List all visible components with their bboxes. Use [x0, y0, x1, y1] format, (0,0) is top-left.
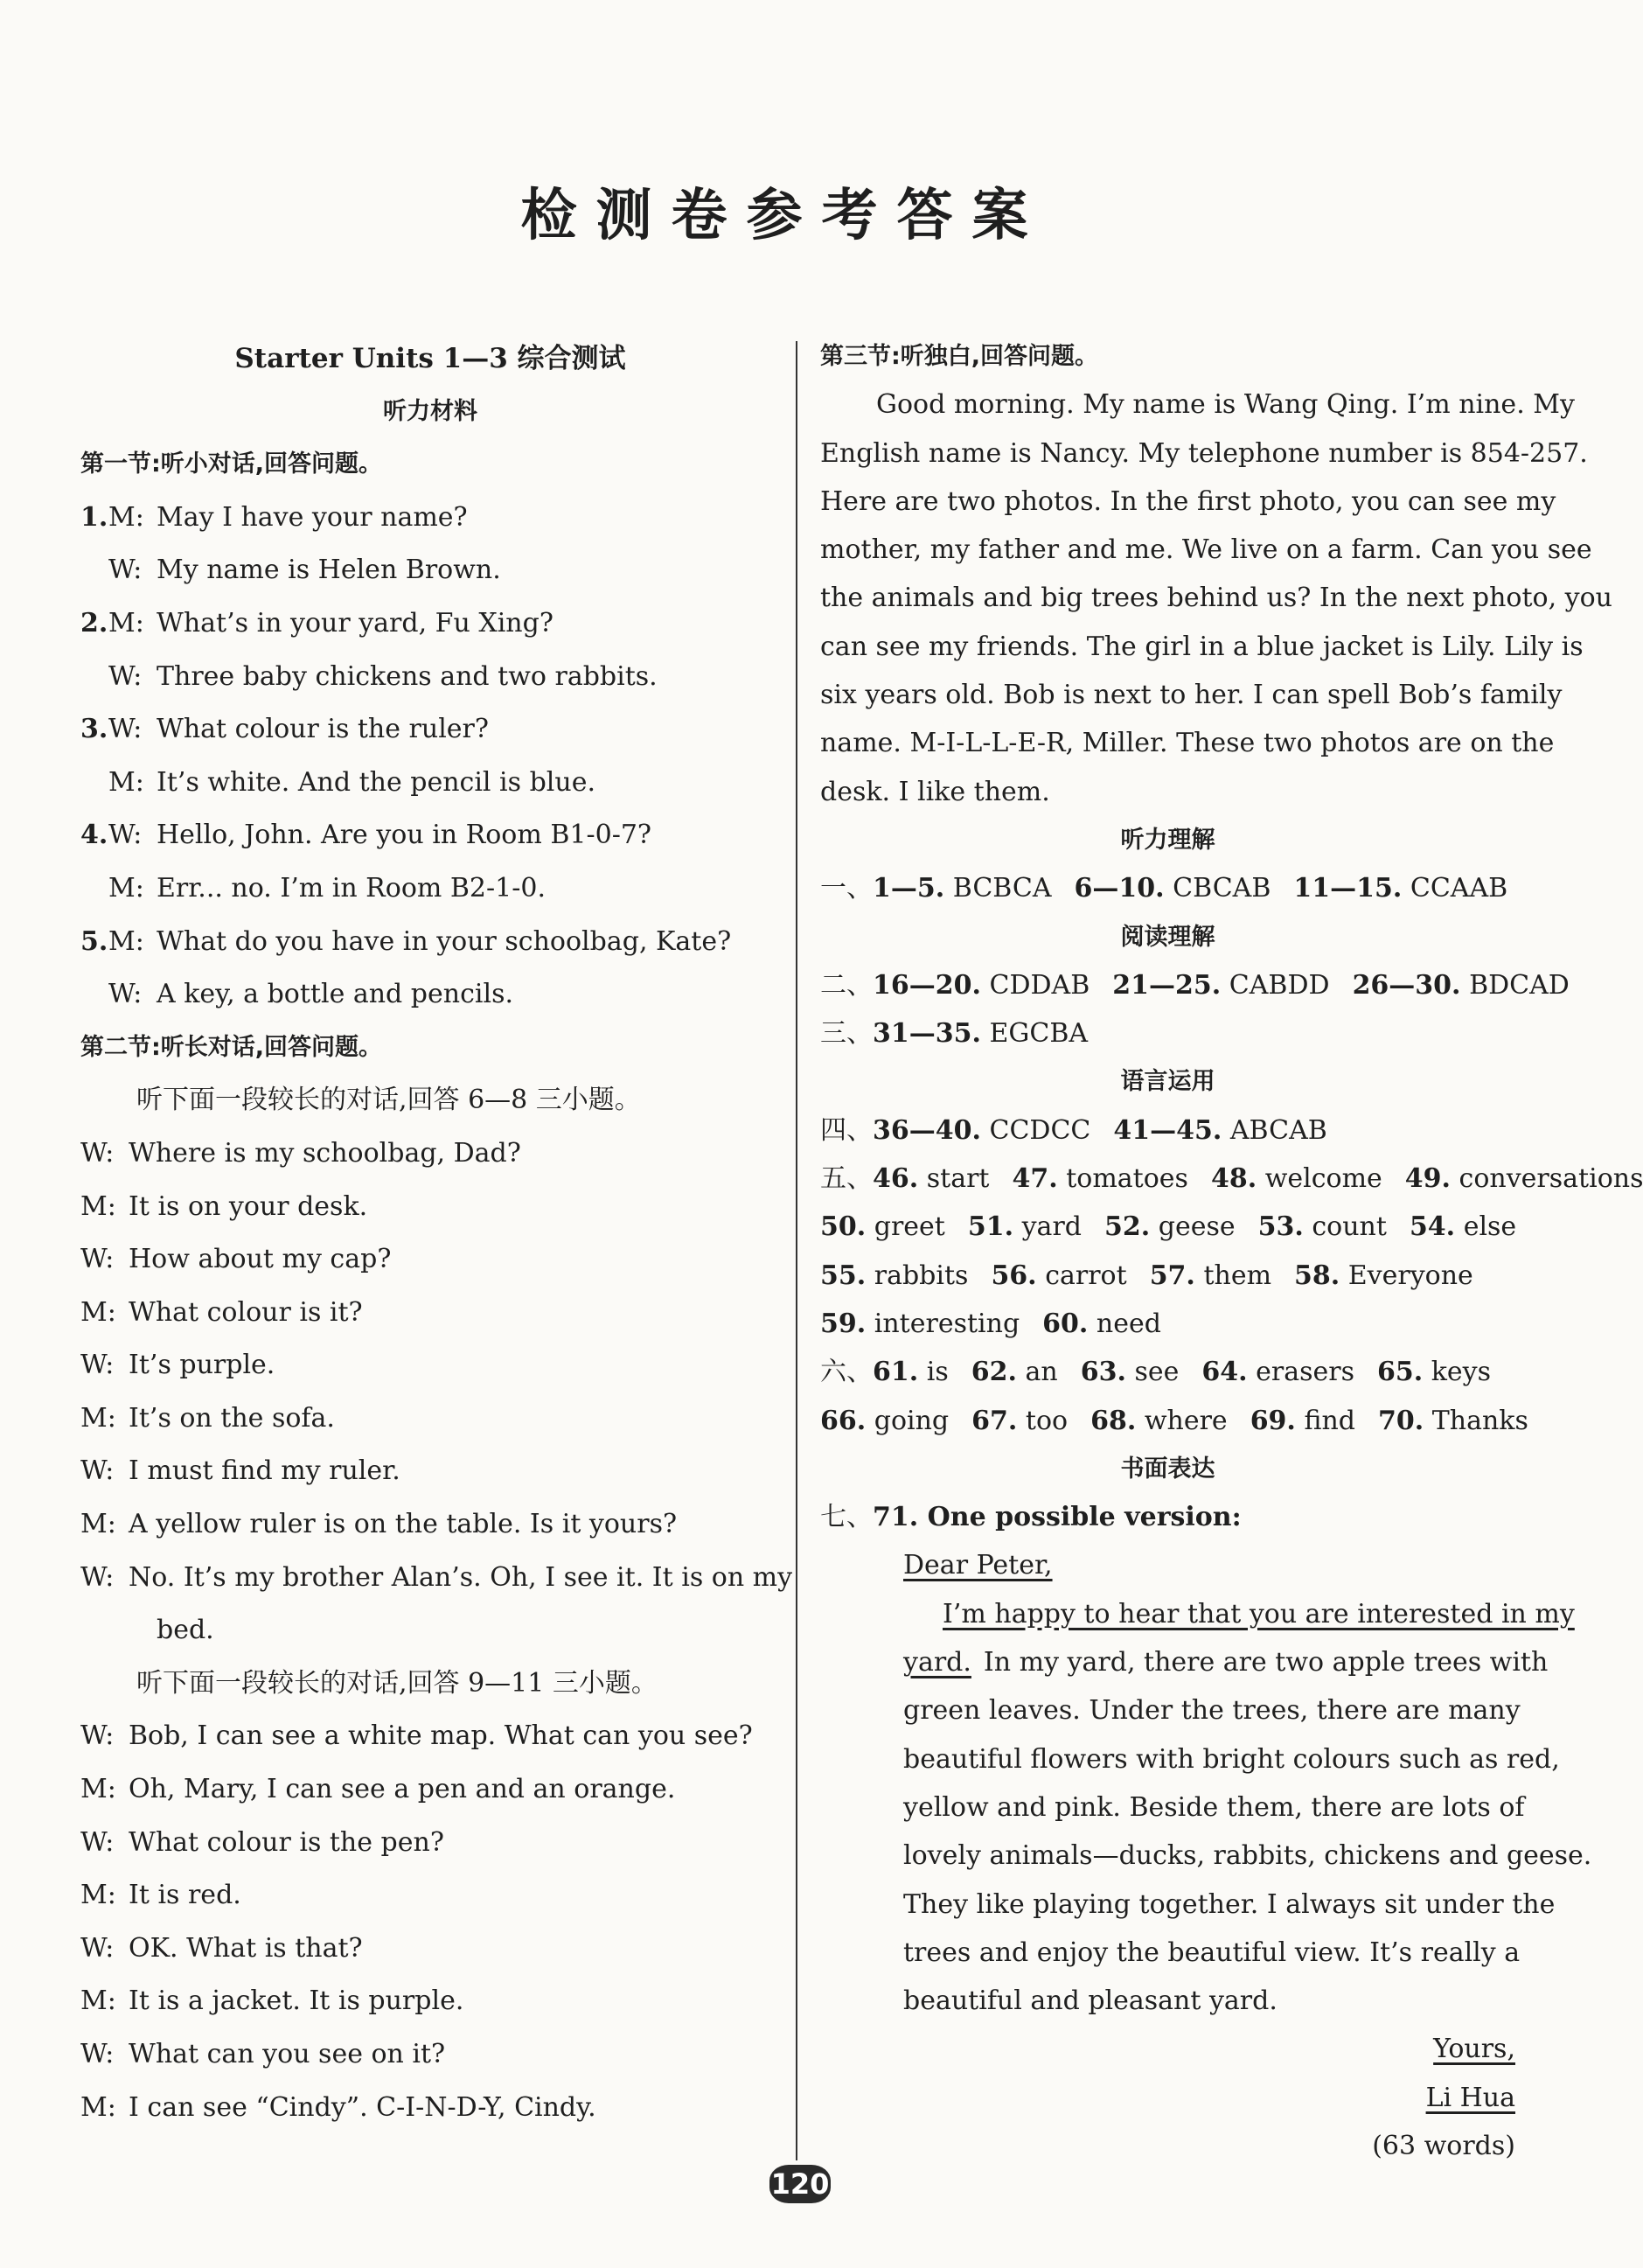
monologue-line: Here are two photos. In the first photo, you can see my [820, 485, 1556, 517]
dialogue-line: W: No. It’s my brother Alan’s. Oh, I see it. It is on my [80, 1561, 793, 1593]
monologue-line: can see my friends. The girl in a blue jacket is Lily. Lily is [820, 631, 1584, 662]
dialogue-line: W: What can you see on it? [80, 2039, 446, 2069]
monologue-line: six years old. Bob is next to her. I can spell Bob’s family [820, 680, 1563, 711]
dialogue-line: W: Three baby chickens and two rabbits. [108, 660, 658, 692]
section-title: Starter Units 1—3 综合测试 [234, 343, 626, 374]
answer-row: 一、1—5. BCBCA 6—10. CBCAB 11—15. CCAAB [820, 873, 1508, 904]
letter-line: beautiful flowers with bright colours such as red, [903, 1743, 1560, 1775]
monologue-line: English name is Nancy. My telephone number is 854-257. [820, 437, 1588, 469]
dialogue2-intro: 听下面一段较长的对话,回答 9—11 三小题。 [136, 1667, 658, 1699]
monologue-line: the animals and big trees behind us? In the next photo, you [820, 583, 1612, 614]
dialogue-line: M: It’s white. And the pencil is blue. [108, 766, 595, 798]
dialogue-line: M: It is a jacket. It is purple. [80, 1985, 464, 2017]
dialogue-line: 2.M: What’s in your yard, Fu Xing? [80, 607, 553, 639]
letter-line: yard. In my yard, there are two apple trees with [903, 1647, 1549, 1678]
reading-heading: 阅读理解 [1120, 923, 1215, 951]
column-divider [796, 341, 797, 2160]
answer-row: 55. rabbits 56. carrot 57. them 58. Everyone [820, 1260, 1473, 1291]
dialogue-line: W: OK. What is that? [80, 1932, 363, 1964]
word-count: (63 words) [1372, 2130, 1515, 2161]
monologue-line: mother, my father and me. We live on a farm. Can you see [820, 534, 1592, 566]
language-heading: 语言运用 [1120, 1068, 1215, 1096]
page-title: 检测卷参考答案 [520, 184, 1048, 248]
letter-signature: Li Hua [1425, 2082, 1515, 2113]
listening-material-heading: 听力材料 [383, 397, 477, 425]
listening-heading: 听力理解 [1120, 826, 1215, 854]
dialogue-line: 3.W: What colour is the ruler? [80, 714, 489, 745]
dialogue-line: M: It is red. [80, 1880, 241, 1911]
answer-row: 二、16—20. CDDAB 21—25. CABDD 26—30. BDCAD [820, 969, 1570, 1001]
letter-line: I’m happy to hear that you are interested in my [943, 1598, 1575, 1629]
answer-row: 四、36—40. CCDCC 41—45. ABCAB [820, 1114, 1327, 1146]
monologue-line: name. M-I-L-L-E-R, Miller. These two photos are on the [820, 728, 1555, 759]
answer-row: 59. interesting 60. need [820, 1308, 1161, 1339]
sample-letter [820, 1541, 1592, 2170]
dialogue-line: M: A yellow ruler is on the table. Is it yours? [80, 1509, 678, 1540]
dialogue-line: bed. [157, 1615, 214, 1646]
answer-row: 66. going 67. too 68. where 69. find 70. Thanks [820, 1405, 1528, 1436]
short-dialogue-list [80, 492, 780, 1022]
letter-line: trees and enjoy the beautiful view. It’s really a [903, 1937, 1521, 1968]
part1-heading: 第一节:听小对话,回答问题。 [80, 450, 383, 478]
dialogue-line: W: Bob, I can see a white map. What can you see? [80, 1720, 753, 1752]
left-column [80, 332, 793, 2134]
monologue-line: Good morning. My name is Wang Qing. I’m nine. My [876, 389, 1575, 421]
dialogue-line: M: I can see “Cindy”. C-I-N-D-Y, Cindy. [80, 2091, 596, 2123]
long-dialogue-1 [80, 1127, 793, 1657]
dialogue-line: 1.M: May I have your name? [80, 501, 468, 533]
right-column [820, 332, 1643, 2170]
dialogue-line: W: It’s purple. [80, 1350, 275, 1381]
dialogue-line: W: I must find my ruler. [80, 1455, 400, 1487]
letter-line: yellow and pink. Beside them, there are lots of [903, 1791, 1525, 1823]
letter-greeting: Dear Peter, [903, 1550, 1053, 1581]
dialogue-line: W: What colour is the pen? [80, 1826, 444, 1858]
letter-closing: Yours, [1433, 2034, 1515, 2065]
part2-heading: 第二节:听长对话,回答问题。 [80, 1033, 383, 1061]
dialogue-line: M: What colour is it? [80, 1296, 363, 1328]
long-dialogue-2 [80, 1710, 780, 2134]
dialogue1-intro: 听下面一段较长的对话,回答 6—8 三小题。 [136, 1085, 641, 1116]
dialogue-line: M: Err... no. I’m in Room B2-1-0. [108, 872, 546, 904]
answer-row: 六、61. is 62. an 63. see 64. erasers 65. keys [820, 1357, 1492, 1388]
letter-line: They like playing together. I always sit under the [903, 1888, 1556, 1920]
dialogue-line: M: It is on your desk. [80, 1190, 368, 1222]
dialogue-line: W: Where is my schoolbag, Dad? [80, 1137, 521, 1169]
letter-line: lovely animals—ducks, rabbits, chickens and geese. [903, 1840, 1592, 1872]
monologue-line: desk. I like them. [820, 776, 1050, 807]
monologue [820, 380, 1612, 816]
writing-label: 七、71. One possible version: [820, 1502, 1242, 1533]
dialogue-line: M: Oh, Mary, I can see a pen and an orange. [80, 1774, 676, 1805]
dialogue-line: 4.W: Hello, John. Are you in Room B1-0-7? [80, 820, 652, 851]
dialogue-line: W: A key, a bottle and pencils. [108, 979, 514, 1010]
letter-line: green leaves. Under the trees, there are many [903, 1695, 1521, 1727]
writing-heading: 书面表达 [1120, 1455, 1215, 1483]
answer-row: 50. greet 51. yard 52. geese 53. count 54. else [820, 1211, 1517, 1243]
dialogue-line: M: It’s on the sofa. [80, 1402, 335, 1434]
dialogue-line: 5.M: What do you have in your schoolbag, Kate? [80, 925, 732, 957]
dialogue-line: W: My name is Helen Brown. [108, 555, 501, 586]
answer-row: 三、31—35. EGCBA [820, 1018, 1089, 1050]
letter-line: beautiful and pleasant yard. [903, 1985, 1278, 2017]
part3-heading: 第三节:听独白,回答问题。 [820, 343, 1099, 370]
page-number: 120 [769, 2165, 831, 2203]
dialogue-line: W: How about my cap? [80, 1244, 392, 1275]
answer-row: 五、46. start 47. tomatoes 48. welcome 49. conversations [820, 1163, 1643, 1195]
